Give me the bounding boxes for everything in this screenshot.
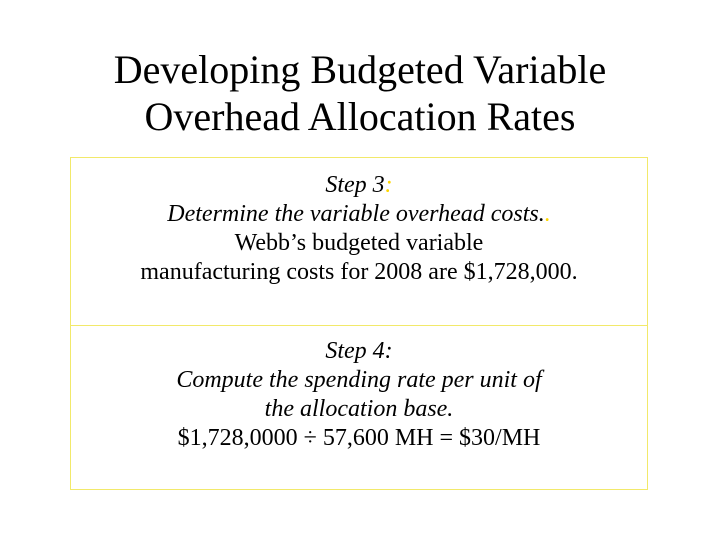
step-3-box [70, 157, 648, 326]
title-line-1: Developing Budgeted Variable [113, 47, 607, 92]
step-4-label: Step 4: [325, 338, 393, 364]
step-3-heading-line [71, 200, 647, 229]
step-4-heading-line-2: the allocation base. [264, 396, 454, 422]
step-3-colon: : [384, 172, 393, 198]
step-3-heading-dot: . [544, 201, 551, 227]
step-4-box [70, 325, 648, 490]
step-3-heading: Determine the variable overhead costs. [167, 201, 545, 227]
step-3-label-line [71, 171, 647, 200]
title-line-2: Overhead Allocation Rates [144, 94, 576, 139]
step-3-body-line-1: Webb’s budgeted variable [234, 230, 484, 256]
step-3-label: Step 3 [325, 172, 385, 198]
step-3-body-line-2: manufacturing costs for 2008 are $1,728,000. [140, 259, 578, 285]
step-4-heading-line-1: Compute the spending rate per unit of [176, 367, 542, 393]
step-4-formula: $1,728,0000 ÷ 57,600 MH = $30/MH [177, 425, 541, 451]
slide-title [0, 46, 720, 140]
